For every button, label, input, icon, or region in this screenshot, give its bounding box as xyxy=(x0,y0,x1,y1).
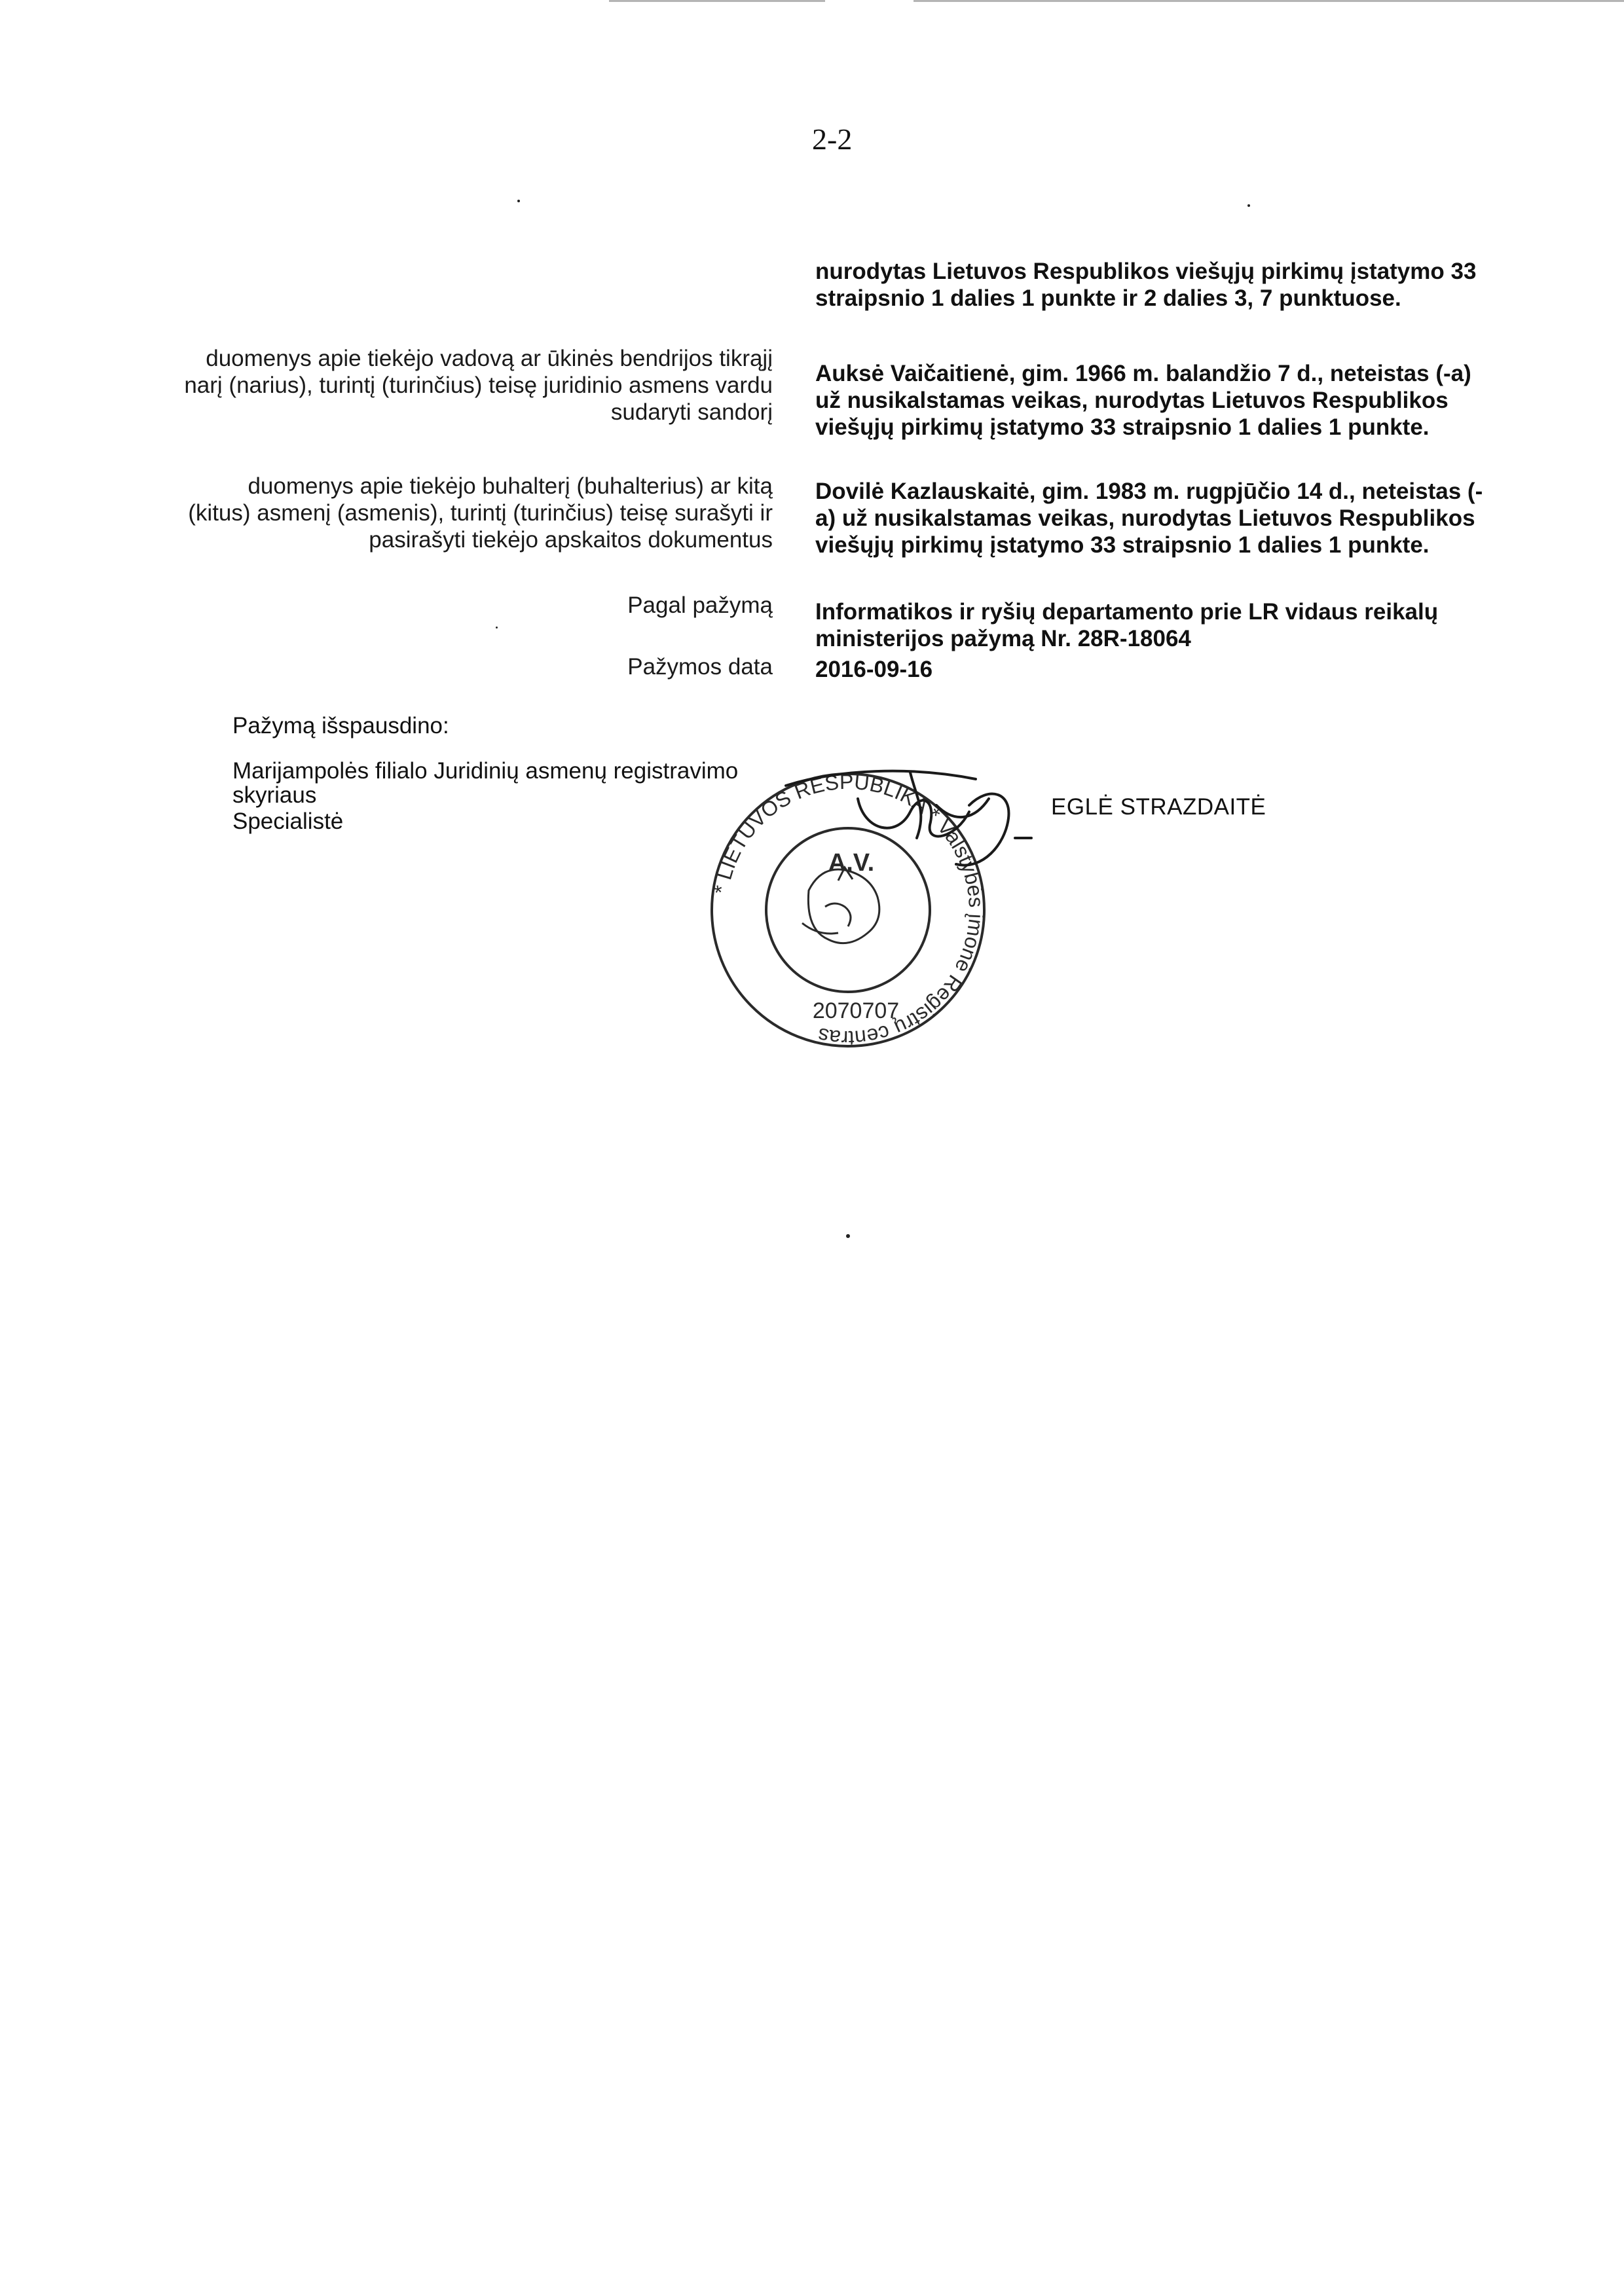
issuer-line-1: Marijampolės filialo Juridinių asmenų registravimo xyxy=(232,758,739,784)
scan-artifact-line xyxy=(609,0,825,2)
certificate-value: Informatikos ir ryšių departamento prie LR vidaus reikalų ministerijos pažymą Nr. 28R-18064 xyxy=(815,599,1439,651)
issuer-line-3: Specialistė xyxy=(232,809,344,834)
scan-speck xyxy=(846,1234,850,1238)
certificate-label: Pagal pažymą xyxy=(627,592,773,618)
issuer-line-2: skyriaus xyxy=(232,782,317,808)
scan-speck xyxy=(517,200,520,202)
certificate-date-label: Pažymos data xyxy=(627,654,773,680)
scan-speck xyxy=(1247,204,1250,207)
accountant-label: duomenys apie tiekėjo buhalterį (buhalterius) ar kitą (kitus) asmenį (asmenis), turintį (turinčius) teisę surašyti ir pasirašyti tiekėjo apskaitos dokumentus xyxy=(188,473,773,553)
accountant-value: Dovilė Kazlauskaitė, gim. 1983 m. rugpjūčio 14 d., neteistas (-a) už nusikalstamas veikas, nurodytas Lietuvos Respublikos viešųjų pirkimų įstatymo 33 straipsnio 1 dalies 1 punkte. xyxy=(815,479,1483,558)
printed-by-label: Pažymą išspausdino: xyxy=(232,713,449,738)
scan-speck xyxy=(496,627,498,629)
certificate-date-value: 2016-09-16 xyxy=(815,657,933,682)
manager-value: Auksė Vaičaitienė, gim. 1966 m. balandžio 7 d., neteistas (-a) už nusikalstamas veikas, nurodytas Lietuvos Respublikos viešųjų pirkimų įstatymo 33 straipsnio 1 dalies 1 punkte. xyxy=(815,361,1471,440)
handwritten-signature xyxy=(760,759,1035,890)
manager-label: duomenys apie tiekėjo vadovą ar ūkinės bendrijos tikrąjį narį (narius), turintį (turinčius) teisę juridinio asmens vardu sudaryti sandorį xyxy=(184,346,773,425)
scan-artifact-line xyxy=(913,0,1624,2)
continuation-value: nurodytas Lietuvos Respublikos viešųjų pirkimų įstatymo 33 straipsnio 1 dalies 1 punkte ir 2 dalies 3, 7 punktuose. xyxy=(815,259,1477,311)
svg-text:2070707: 2070707 xyxy=(812,998,900,1023)
svg-text:A.V.: A.V. xyxy=(828,849,875,877)
signer-name: EGLĖ STRAZDAITĖ xyxy=(1051,794,1266,820)
svg-text:* LIETUVOS RESPUBLIKA * Valst: * LIETUVOS RESPUBLIKA * Valstybės įmonė Registrų centras xyxy=(709,769,989,1051)
page-number: 2-2 xyxy=(812,122,853,156)
